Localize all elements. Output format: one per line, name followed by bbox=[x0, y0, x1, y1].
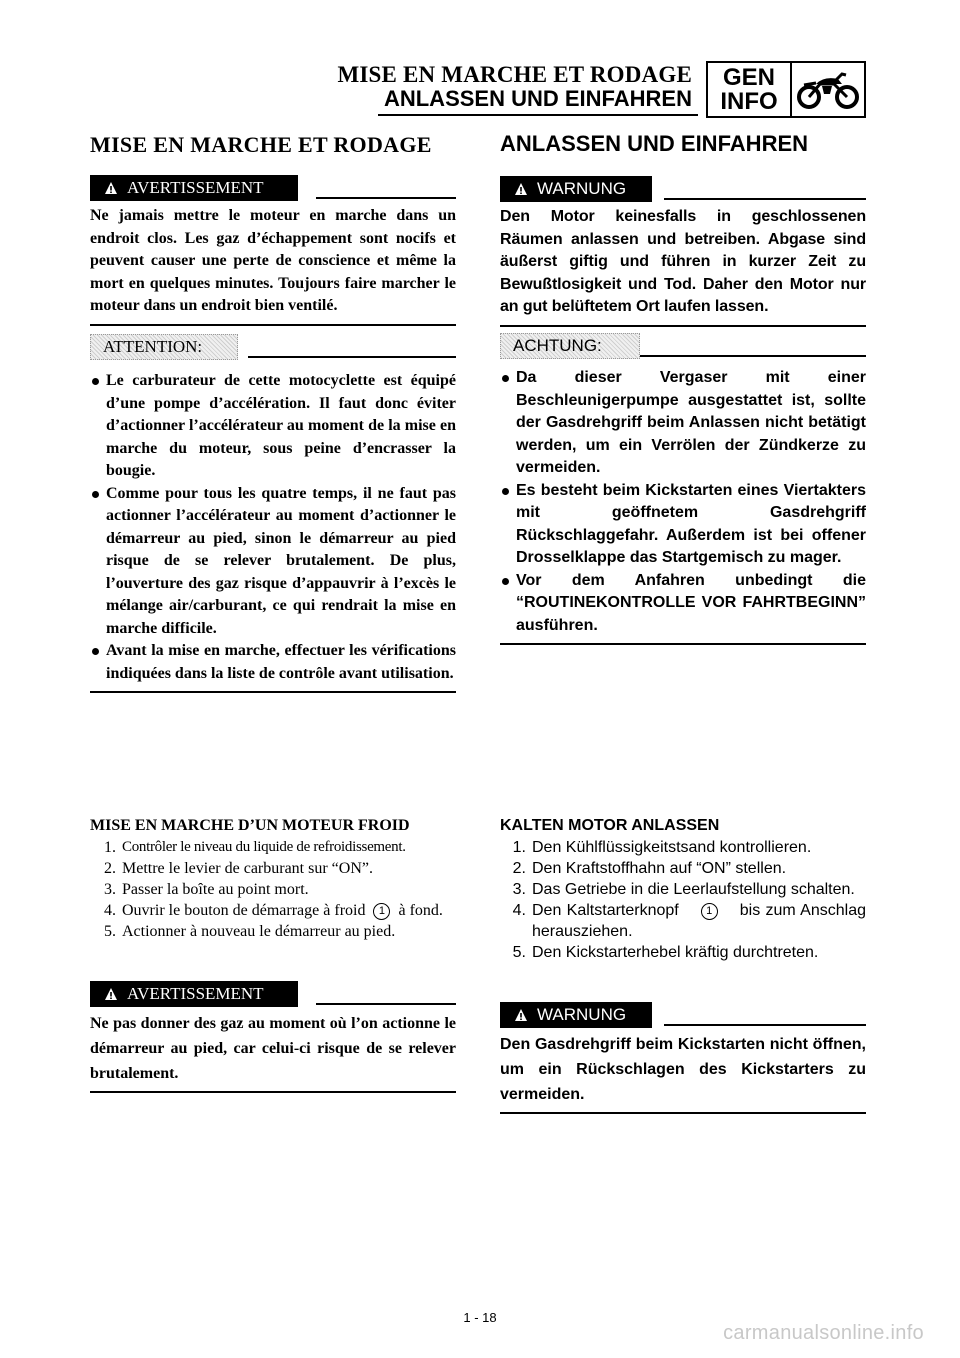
list-item: Avant la mise en marche, effectuer les vérifications indiquées dans la liste de contrôle avant utilisation. bbox=[90, 640, 456, 685]
warning-triangle-icon bbox=[514, 1008, 528, 1022]
warning-label: AVERTISSEMENT bbox=[127, 178, 264, 197]
warning-badge bbox=[90, 175, 298, 201]
list-item bbox=[90, 837, 456, 858]
warning-label: WARNUNG bbox=[537, 1005, 627, 1024]
warning-badge bbox=[500, 176, 652, 202]
caution-label: ACHTUNG: bbox=[513, 336, 602, 355]
warning-badge bbox=[90, 981, 298, 1007]
warning-text-fr: Ne jamais mettre le moteur en marche dans un endroit clos. Les gaz d’échappement sont nocifs et peuvent causer une perte de conscience et même la mort en quelques minutes. Toujours faire marcher le moteur dans un endroit bien ventilé. bbox=[90, 207, 456, 314]
warning-rule bbox=[316, 1003, 456, 1005]
step-number: 5. bbox=[104, 923, 116, 940]
warning-end-rule bbox=[500, 325, 866, 327]
cold-start-steps-fr bbox=[90, 837, 456, 942]
section-code bbox=[708, 63, 792, 116]
list-item: Vor dem Anfahren unbedingt die “ROUTINEKONTROLLE VOR FAHRTBEGINN” ausführen. bbox=[500, 570, 866, 638]
list-item bbox=[90, 900, 456, 921]
list-item bbox=[500, 837, 866, 858]
caution-end-rule bbox=[90, 691, 456, 693]
section-heading-de: ANLASSEN UND EINFAHREN bbox=[500, 131, 809, 156]
list-item bbox=[500, 879, 866, 900]
step-number: 1. bbox=[104, 839, 116, 856]
step-text: Contrôler le niveau du liquide de refroidissement. bbox=[122, 839, 406, 855]
watermark: carmanualsonline.info bbox=[723, 1322, 924, 1344]
caution-header-fr bbox=[90, 334, 456, 360]
step-number: 2. bbox=[104, 860, 116, 877]
page-number: 1 - 18 bbox=[463, 1310, 497, 1325]
section-badge bbox=[706, 61, 866, 118]
step-text: Den Kraftstoffhahn auf “ON” stellen. bbox=[532, 860, 787, 877]
cold-start-steps-de bbox=[500, 837, 866, 963]
step-text: Mettre le levier de carburant sur “ON”. bbox=[122, 860, 373, 877]
warning-end-rule bbox=[500, 1112, 866, 1114]
warning-end-rule bbox=[90, 324, 456, 326]
warning-label: WARNUNG bbox=[537, 179, 627, 198]
caution-badge bbox=[500, 333, 640, 359]
step-text-a: Den Kaltstarterknopf bbox=[532, 902, 679, 919]
warning-header-fr bbox=[90, 175, 456, 201]
step-text: Den Kühlflüssigkeitstsand kontrollieren. bbox=[532, 839, 812, 856]
step-text bbox=[122, 900, 456, 921]
step-number: 4. bbox=[512, 902, 526, 919]
step-number: 4. bbox=[104, 902, 116, 919]
warning-header-de bbox=[500, 176, 866, 202]
section-heading-fr: MISE EN MARCHE ET RODAGE bbox=[90, 132, 432, 157]
caution-end-rule bbox=[500, 643, 866, 645]
warning-label: AVERTISSEMENT bbox=[127, 984, 264, 1003]
section-code-line2: INFO bbox=[720, 87, 778, 115]
caution-header-de bbox=[500, 333, 866, 359]
step-text bbox=[532, 900, 866, 942]
list-item bbox=[500, 942, 866, 963]
callout-number: 1 bbox=[373, 903, 390, 920]
warning2-header-de bbox=[500, 1002, 866, 1028]
warning-end-rule bbox=[90, 1091, 456, 1093]
list-item bbox=[90, 858, 456, 879]
caution-rule bbox=[248, 356, 456, 358]
warning-rule bbox=[316, 197, 456, 199]
step-text-b: bis zum Anschlag herausziehen. bbox=[532, 902, 866, 940]
step-text: Actionner à nouveau le démarreur au pied. bbox=[122, 923, 396, 940]
step-text: Den Kickstarterhebel kräftig durchtreten. bbox=[532, 944, 819, 961]
list-item bbox=[500, 900, 866, 942]
step-number: 3. bbox=[512, 881, 526, 898]
header-rule bbox=[378, 114, 698, 116]
caution-list-fr bbox=[90, 370, 456, 685]
motocross-bike-icon bbox=[792, 63, 864, 116]
header-title-fr: MISE EN MARCHE ET RODAGE bbox=[337, 62, 692, 87]
caution-label: ATTENTION: bbox=[103, 337, 203, 356]
callout-number: 1 bbox=[701, 903, 718, 920]
warning-triangle-icon bbox=[514, 182, 528, 196]
step-number: 3. bbox=[104, 881, 116, 898]
warning-triangle-icon bbox=[104, 987, 118, 1001]
list-item: Le carburateur de cette motocyclette est équipé d’une pompe d’accélération. Il faut donc éviter d’actionner l’accélérateur au moment de la mise en marche du moteur, sous peine d’encrasser la bougie. bbox=[90, 370, 456, 483]
section-code-line1: GEN bbox=[722, 63, 775, 91]
step-text-a: Ouvrir le bouton de démarrage à froid bbox=[122, 902, 366, 919]
header-title-de: ANLASSEN UND EINFAHREN bbox=[383, 86, 692, 111]
list-item bbox=[90, 921, 456, 942]
step-text-b: à fond. bbox=[398, 902, 443, 919]
list-item bbox=[500, 858, 866, 879]
list-item bbox=[90, 879, 456, 900]
step-number: 5. bbox=[512, 944, 526, 961]
caution-badge bbox=[90, 334, 238, 360]
caution-list-de bbox=[500, 367, 866, 637]
list-item: Da dieser Vergaser mit einer Beschleunigerpumpe ausgestattet ist, sollte der Gasdrehgriff beim Anlassen nicht betätigt werden, um ein Verrölen der Zündkerze zu vermeiden. bbox=[500, 367, 866, 480]
warning-badge bbox=[500, 1002, 652, 1028]
warning2-header-fr bbox=[90, 981, 456, 1007]
warning2-text-fr: Ne pas donner des gaz au moment où l’on actionne le démarreur au pied, car celui-ci risque de se relever brutalement. bbox=[90, 1015, 456, 1082]
step-text: Passer la boîte au point mort. bbox=[122, 881, 309, 898]
caution-rule bbox=[640, 355, 866, 357]
step-number: 1. bbox=[512, 839, 526, 856]
warning-text-de: Den Motor keinesfalls in geschlossenen Räumen anlassen und betreiben. Abgase sind äußerst giftig und führen in kurzer Zeit zu Bewußtlosigkeit und Tod. Daher den Motor nur an gut belüftetem Ort laufen lassen. bbox=[500, 208, 866, 315]
warning2-text-de: Den Gasdrehgriff beim Kickstarten nicht öffnen, um ein Rückschlagen des Kickstarters zu vermeiden. bbox=[500, 1036, 866, 1103]
list-item: Comme pour tous les quatre temps, il ne faut pas actionner l’accélérateur au moment d’actionner le démarreur au pied, sinon le démarreur au pied risque de se relever brutalement. De plus, l’ouverture des gaz risque d’appauvrir à l’excès le mélange air/carburant, ce qui rendrait la mise en marche difficile. bbox=[90, 483, 456, 641]
warning-triangle-icon bbox=[104, 181, 118, 195]
cold-start-title-fr: MISE EN MARCHE D’UN MOTEUR FROID bbox=[90, 817, 410, 834]
step-number: 2. bbox=[512, 860, 526, 877]
warning-rule bbox=[664, 1024, 866, 1026]
warning-rule bbox=[664, 198, 866, 200]
cold-start-title-de: KALTEN MOTOR ANLASSEN bbox=[500, 817, 720, 834]
step-text: Das Getriebe in die Leerlaufstellung schalten. bbox=[532, 881, 855, 898]
list-item: Es besteht beim Kickstarten eines Viertakters mit geöffnetem Gasdrehgriff Rückschlaggefahr. Außerdem ist bei offener Drosselklappe das Startgemisch zu mager. bbox=[500, 480, 866, 570]
